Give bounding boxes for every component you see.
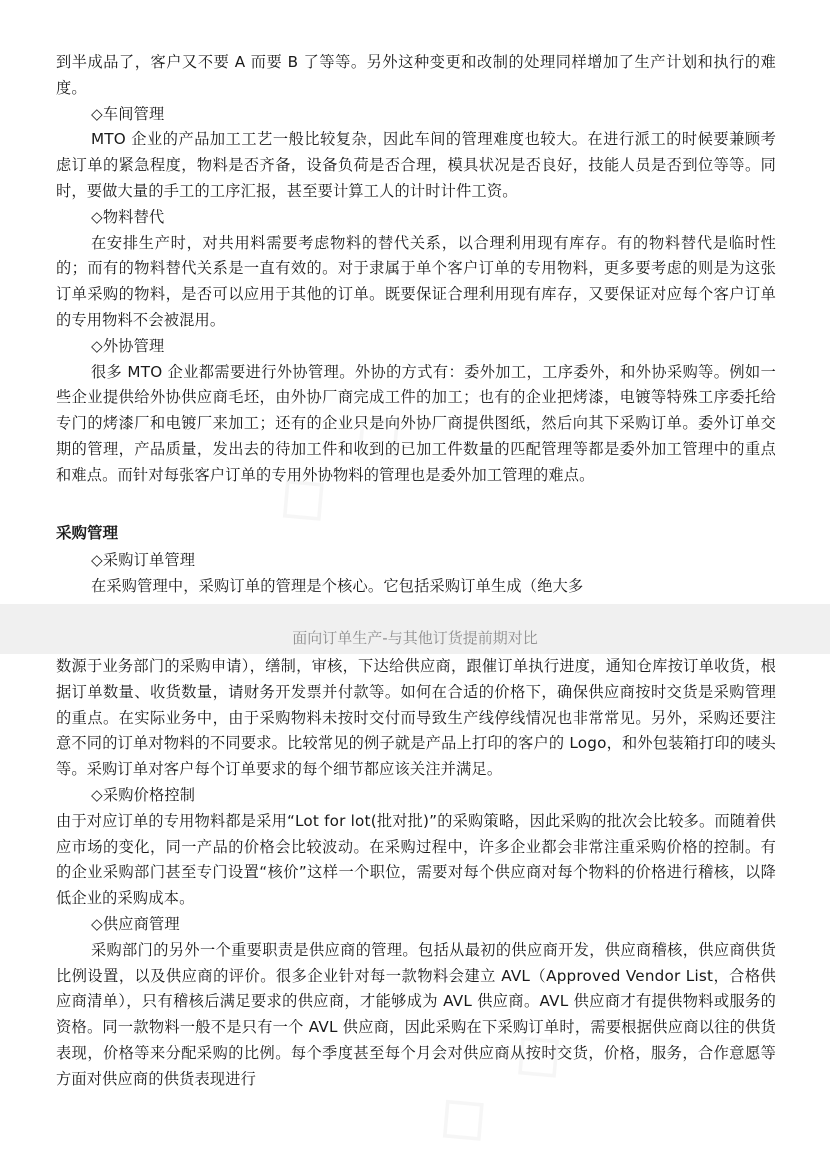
subsection-title: ◇车间管理 [90, 104, 165, 123]
paragraph: 在安排生产时，对共用料需要考虑物料的替代关系，以合理利用现有库存。有的物料替代是临时性的；而有的物料替代关系是一直有效的。对于隶属于单个客户订单的专用物料，更多要考虑的则是为这张订单采购的物料，是否可以应用于其他的订单。既要保证合理利用现有库存，又要保证对应每个客户订单的专用物料不会被混用。 [56, 233, 776, 329]
paragraph: MTO 企业的产品加工工艺一般比较复杂，因此车间的管理难度也较大。在进行派工的时候要兼顾考虑订单的紧急程度，物料是否齐备，设备负荷是否合理，模具状况是否良好，技能人员是否到位等等。同时，要做大量的手工的工序汇报，甚至要计算工人的计时计件工资。 [56, 130, 776, 200]
paragraph: 数源于业务部门的采购申请），缮制，审核，下达给供应商，跟催订单执行进度，通知仓库按订单收货，根据订单数量、收货数量，请财务开发票并付款等。如何在合适的价格下，确保供应商按时交货是采购管理的重点。在实际业务中，由于采购物料未按时交付而导致生产线停线情况也非常常见。另外，采购还要注意不同的订单对物料的不同要求。比较常见的例子就是产品上打印的客户的 Logo，和外包装箱打印的唛头等。采购订单对客户每个订单要求的每个细节都应该关注并满足。 [56, 657, 776, 779]
paragraph: 在采购管理中，采购订单的管理是个核心。它包括采购订单生成（绝大多 [90, 576, 584, 595]
subsection-title: ◇物料替代 [90, 207, 165, 226]
paragraph: 很多 MTO 企业都需要进行外协管理。外协的方式有：委外加工，工序委外，和外协采购等。例如一些企业提供给外协供应商毛坯，由外协厂商完成工件的加工；也有的企业把烤漆，电镀等特殊工序委托给专门的烤漆厂和电镀厂来加工；还有的企业只是向外协厂商提供图纸，然后向其下采购订单。委外订单交期的管理，产品质量，发出去的待加工件和收到的已加工件数量的匹配管理等都是委外加工管理中的重点和难点。而针对每张客户订单的专用外协物料的管理也是委外加工管理的难点。 [56, 362, 776, 484]
subsection-title: ◇外协管理 [90, 336, 165, 355]
subsection-title: ◇采购订单管理 [90, 551, 196, 569]
section-purchasing [56, 520, 776, 600]
paragraph: 由于对应订单的专用物料都是采用“Lot for lot(批对批)”的采购策略，因此采购的批次会比较多。而随着供应市场的变化，同一产品的价格会比较波动。在采购过程中，许多企业都会非常注重采购价格的控制。有的企业采购部门甚至专门设置“核价”这样一个职位，需要对每个供应商对每个物料的价格进行稽核，以降低企业的采购成本。 [56, 811, 776, 908]
subsection-title: ◇采购价格控制 [90, 785, 196, 804]
section-heading: 采购管理 [56, 524, 119, 542]
page-footer-title: 面向订单生产-与其他订货提前期对比 [292, 629, 538, 647]
paragraph: 到半成品了，客户又不要 A 而要 B 了等等。另外这种变更和改制的处理同样增加了生产计划和执行的难度。 [56, 53, 776, 97]
subsection-title: ◇供应商管理 [90, 914, 180, 933]
paragraph: 采购部门的另外一个重要职责是供应商的管理。包括从最初的供应商开发，供应商稽核，供应商供货比例设置，以及供应商的评价。很多企业针对每一款物料会建立 AVL（Approved Vendor List，合格供应商清单），只有稽核后满足要求的供应商，才能够成为 AVL 供应商。AVL 供应商才有提供物料或服务的资格。同一款物料一般不是只有一个 AVL 供应商，因此采购在下采购订单时，需要根据供应商以往的供货表现，价格等来分配采购的比例。每个季度甚至每个月会对供应商从按时交货，价格，服务，合作意愿等方面对供应商的供货表现进行 [56, 940, 776, 1088]
page1-body [56, 50, 776, 489]
page2-body [56, 654, 776, 1093]
